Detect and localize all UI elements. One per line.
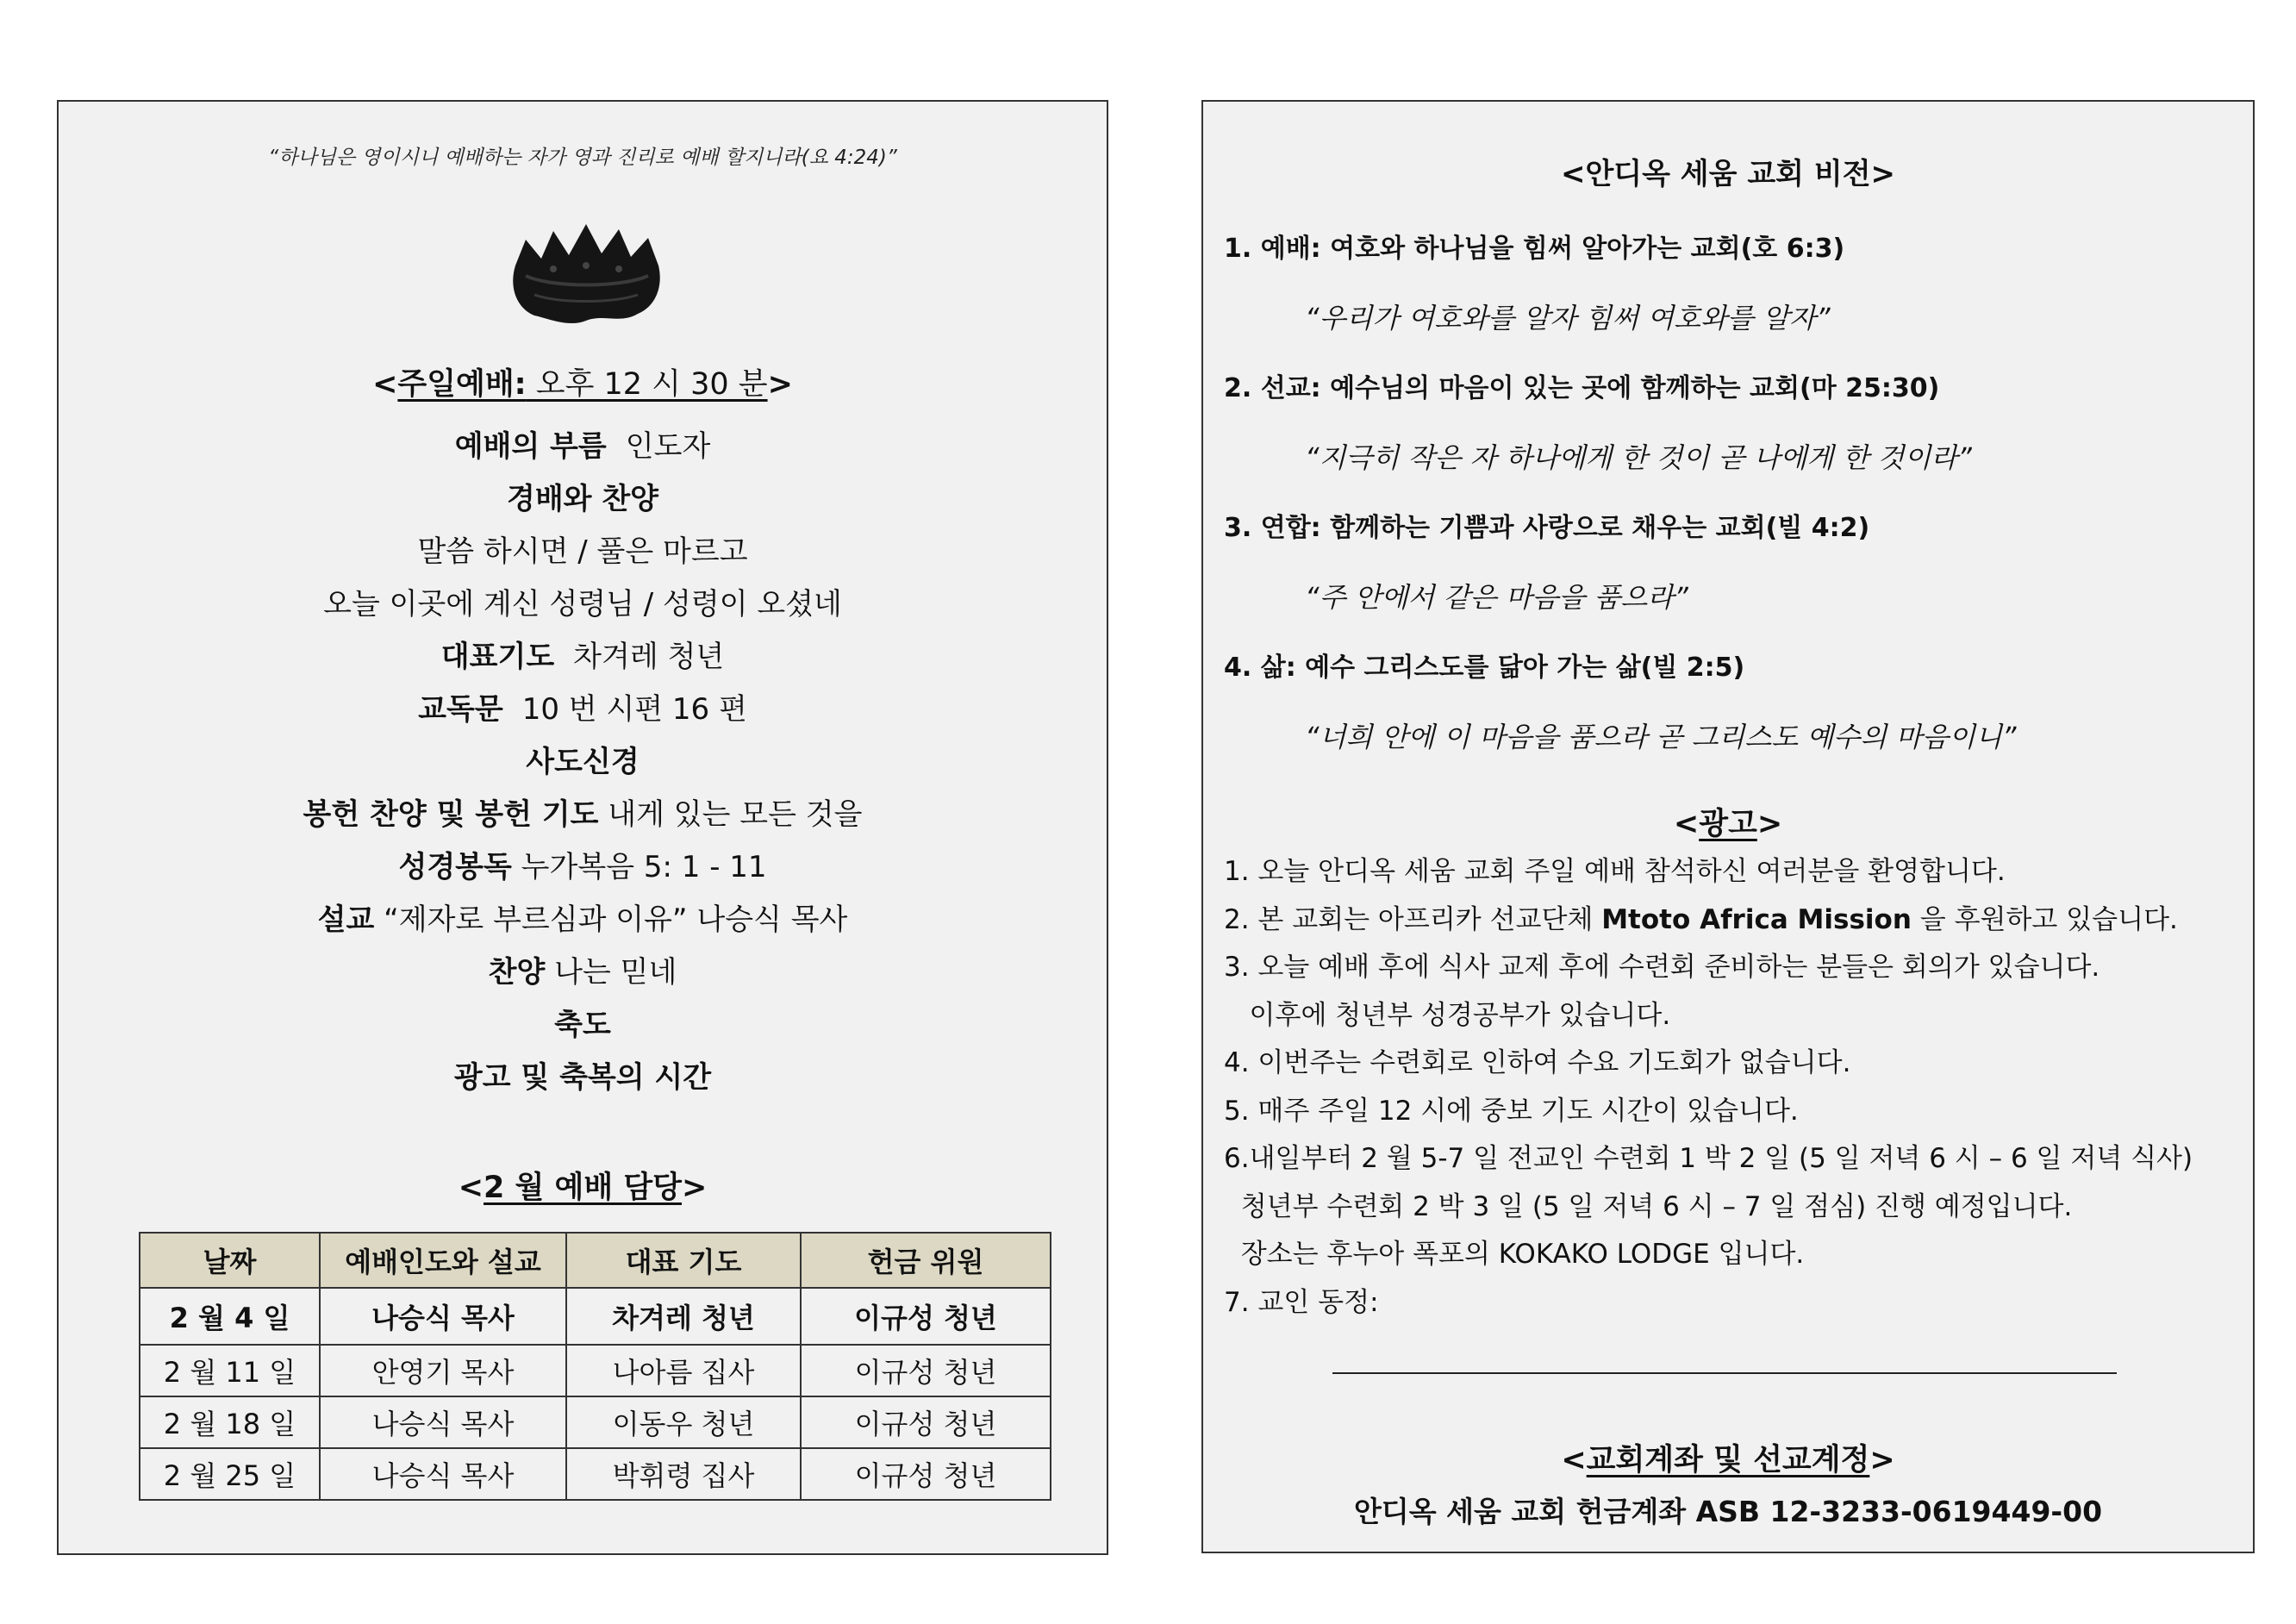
vision-quote: “주 안에서 같은 마음을 품으라” (1305, 581, 1688, 614)
ad-item: 1. 오늘 안디옥 세움 교회 주일 예배 참석하신 여러분을 환영합니다. (1224, 856, 2006, 887)
order-item: 교독문 10 번 시편 16 편 (418, 692, 747, 727)
table-cell: 2 월 11 일 (140, 1345, 320, 1396)
vision-heading: 3. 연합: 함께하는 기쁨과 사랑으로 채우는 교회(빌 4:2) (1224, 513, 1870, 543)
table-cell: 박휘령 집사 (566, 1448, 801, 1500)
ad-item: 청년부 수련회 2 박 3 일 (5 일 저녁 6 시 – 7 일 점심) 진행 예정입니다. (1224, 1190, 2073, 1222)
ad-item: 6.내일부터 2 월 5-7 일 전교인 수련회 1 박 2 일 (5 일 저녁 6 시 – 6 일 저녁 식사) (1224, 1143, 2193, 1174)
vision-quote: “지극히 작은 자 하나에게 한 것이 곧 나에게 한 것이라” (1305, 441, 1972, 474)
vision-heading: 1. 예배: 여호와 하나님을 힘써 알아가는 교회(호 6:3) (1224, 234, 1845, 264)
table-header: 헌금 위원 (801, 1233, 1051, 1288)
ad-item: 2. 본 교회는 아프리카 선교단체 Mtoto Africa Mission 을 후원하고 있습니다. (1224, 903, 2178, 935)
table-row (140, 1345, 1051, 1396)
order-item: 사도신경 (526, 745, 640, 779)
table-header-row (140, 1233, 1051, 1288)
order-item: 대표기도 차겨레 청년 (440, 640, 725, 674)
order-item: 설교 “제자로 부르심과 이유” 나승식 목사 (317, 903, 848, 937)
vision-heading: 2. 선교: 예수님의 마음이 있는 곳에 함께하는 교회(마 25:30) (1224, 373, 1940, 403)
order-item: 경배와 찬양 (506, 482, 659, 516)
table-cell: 이동우 청년 (566, 1396, 801, 1448)
table-header: 날짜 (140, 1233, 320, 1288)
ad-item: 7. 교인 동정: (1224, 1286, 1379, 1318)
right-panel (1201, 100, 2255, 1553)
table-cell: 2 월 18 일 (140, 1396, 320, 1448)
vision-quote: “너희 안에 이 마음을 품으라 곧 그리스도 예수의 마음이니” (1305, 721, 2017, 753)
verse: “하나님은 영이시니 예배하는 자가 영과 진리로 예배 할지니라(요 4:24)” (268, 147, 897, 169)
service-title-time: 오후 12 시 30 분 (526, 367, 768, 402)
table-cell: 2 월 25 일 (140, 1448, 320, 1500)
ad-item: 5. 매주 주일 12 시에 중보 기도 시간이 있습니다. (1224, 1095, 1799, 1127)
order-item: 말씀 하시면 / 풀은 마르고 (417, 534, 748, 569)
service-title-main: 주일예배: (397, 367, 527, 402)
vision-title: <안디옥 세움 교회 비전> (1560, 157, 1896, 191)
order-item: 봉헌 찬양 및 봉헌 기도 내게 있는 모든 것을 (303, 797, 863, 832)
table-cell: 나아름 집사 (566, 1345, 801, 1396)
crown-icon (500, 205, 672, 334)
left-panel (57, 100, 1108, 1555)
order-item: 광고 및 축복의 시간 (453, 1060, 712, 1095)
order-item: 예배의 부름 인도자 (454, 429, 711, 464)
vision-quote: “우리가 여호와를 알자 힘써 여호와를 알자” (1305, 302, 1831, 334)
order-item: 축도 (554, 1008, 611, 1042)
table-row (140, 1288, 1051, 1345)
ad-list (1224, 848, 2193, 1327)
account-line: 안디옥 세움 교회 헌금계좌 ASB 12-3233-0619449-00 (1353, 1495, 2103, 1528)
table-header: 예배인도와 설교 (320, 1233, 566, 1288)
order-of-worship (59, 421, 1107, 1104)
order-item: 성경봉독 누가복음 5: 1 - 11 (398, 850, 767, 884)
table-cell: 차겨레 청년 (566, 1288, 801, 1345)
table-cell: 2 월 4 일 (140, 1288, 320, 1345)
ad-item: 4. 이번주는 수련회로 인하여 수요 기도회가 없습니다. (1224, 1047, 1851, 1078)
table-cell: 이규성 청년 (801, 1345, 1051, 1396)
table-row (140, 1448, 1051, 1500)
table-cell: 안영기 목사 (320, 1345, 566, 1396)
duty-title: <2 월 예배 담당> (458, 1171, 708, 1205)
table-cell: 나승식 목사 (320, 1448, 566, 1500)
ad-item: 이후에 청년부 성경공부가 있습니다. (1224, 999, 1671, 1031)
vision-heading: 4. 삶: 예수 그리스도를 닮아 가는 삶(빌 2:5) (1224, 653, 1745, 683)
service-title: <주일예배: 오후 12 시 30 분> (372, 367, 793, 402)
table-cell: 이규성 청년 (801, 1288, 1051, 1345)
table-header: 대표 기도 (566, 1233, 801, 1288)
ad-title: <광고> (1673, 807, 1783, 841)
ad-item: 장소는 후누아 폭포의 KOKAKO LODGE 입니다. (1224, 1239, 1805, 1270)
table-cell: 이규성 청년 (801, 1396, 1051, 1448)
table-cell: 이규성 청년 (801, 1448, 1051, 1500)
divider (1332, 1372, 2117, 1374)
table-cell: 나승식 목사 (320, 1396, 566, 1448)
order-item: 찬양 나는 믿네 (488, 955, 677, 990)
account-title: <교회계좌 및 선교계정> (1561, 1443, 1895, 1477)
table-row (140, 1396, 1051, 1448)
ad-item: 3. 오늘 예배 후에 식사 교제 후에 수련회 준비하는 분들은 회의가 있습니다. (1224, 952, 2100, 983)
order-item: 오늘 이곳에 계신 성령님 / 성령이 오셨네 (323, 587, 842, 621)
duty-table (139, 1232, 1051, 1501)
table-cell: 나승식 목사 (320, 1288, 566, 1345)
